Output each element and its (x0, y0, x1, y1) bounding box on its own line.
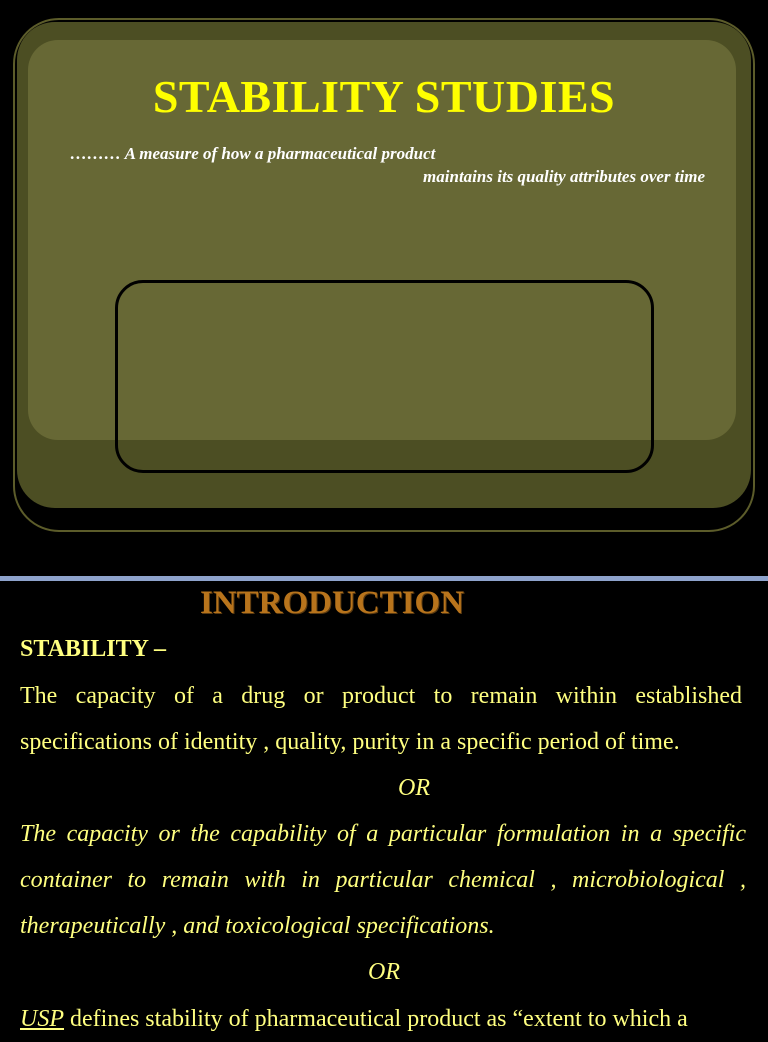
definition-1: The capacity of a drug or product to remain within established specifications of identity , quality, purity in a specific period of time. (20, 683, 742, 755)
definition-3-text: defines stability of pharmaceutical product as “extent to which a (64, 1006, 688, 1032)
definition-3 (20, 996, 760, 1042)
or-separator-2: OR (368, 959, 400, 985)
subtitle-line-2: maintains its quality attributes over time (423, 167, 705, 186)
slide-title-text: STABILITY STUDIES (152, 71, 616, 122)
stability-label: STABILITY – (20, 636, 167, 662)
usp-term: USP (20, 1006, 64, 1032)
definition-2: The capacity or the capability of a particular formulation in a specific container to remain with in particular chemical , microbiological , therapeutically , and toxicological specifications. (20, 821, 746, 939)
or-separator-1: OR (398, 775, 430, 801)
introduction-heading: INTRODUCTION (200, 585, 465, 621)
slide-introduction (0, 581, 768, 1032)
subtitle-line-1: ……… A measure of how a pharmaceutical product (70, 144, 436, 163)
empty-placeholder-box (115, 280, 654, 473)
